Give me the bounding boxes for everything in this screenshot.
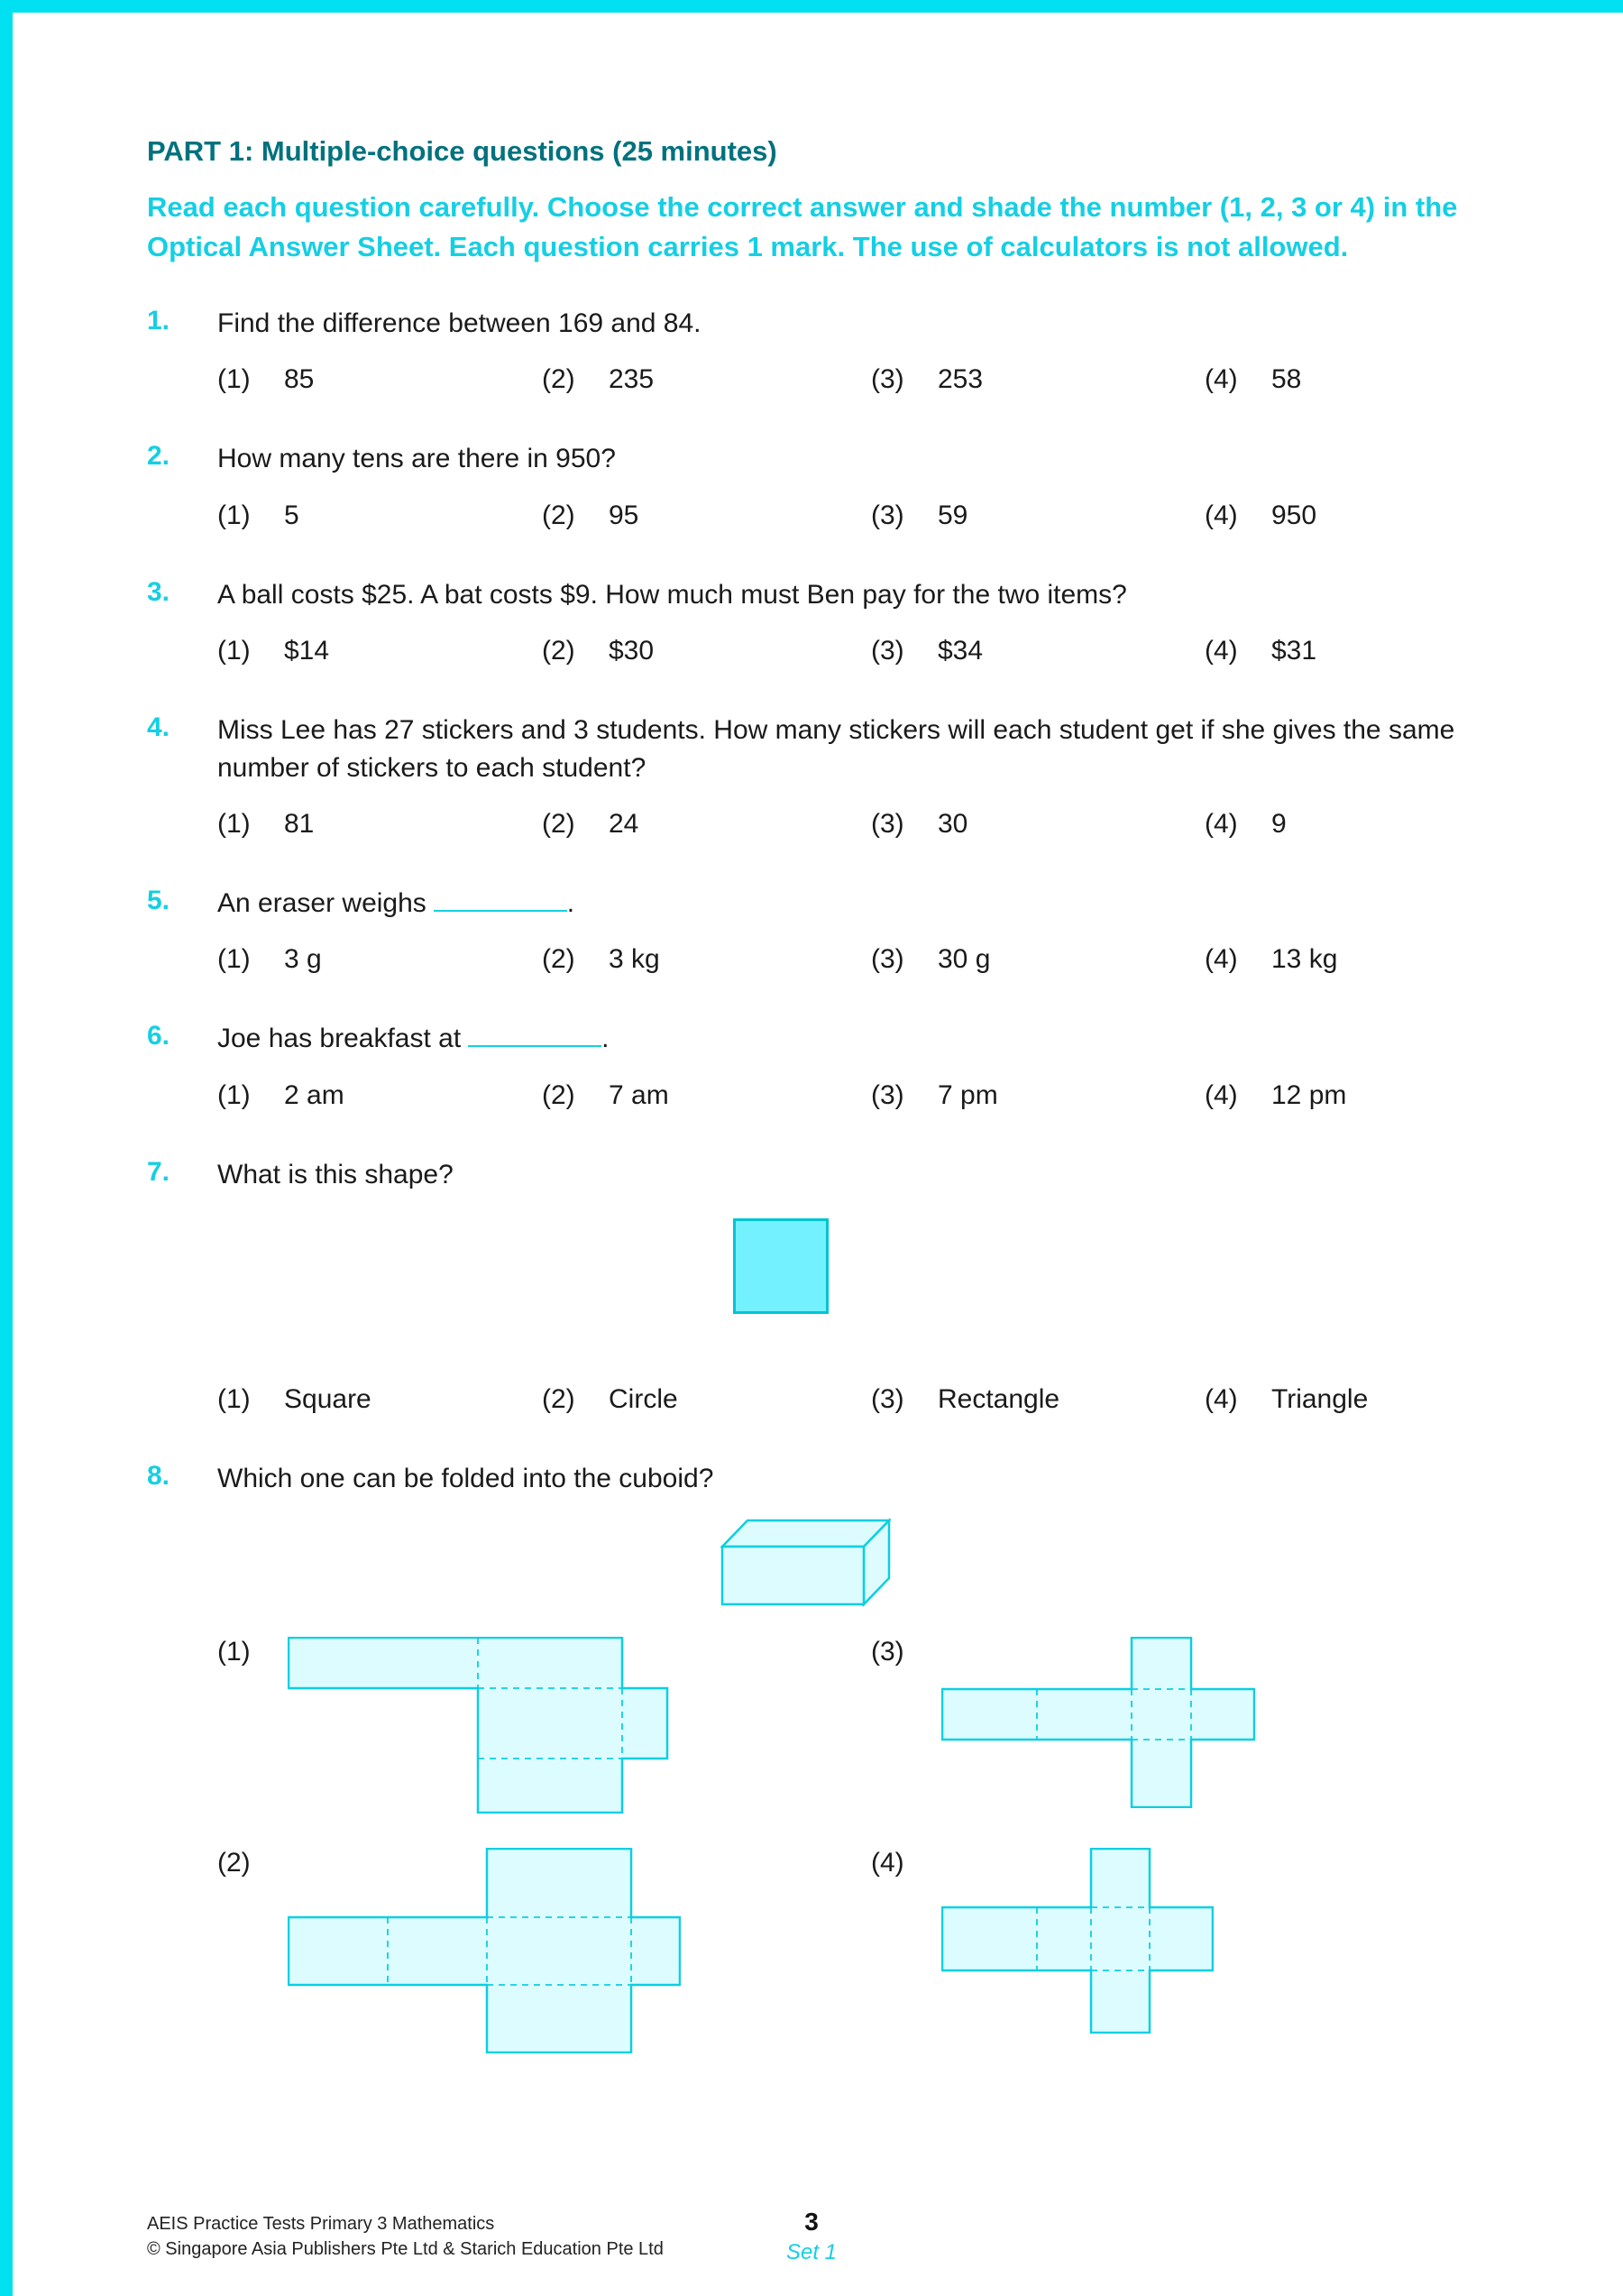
question-text: Miss Lee has 27 stickers and 3 students. How many stickers will each student get if she gives the same number of stickers to each student? — [217, 715, 1455, 783]
options-row — [217, 1384, 1542, 1415]
net-option-4 — [871, 1848, 1542, 2053]
option-label: (1) — [217, 636, 251, 666]
option-1 — [217, 636, 542, 666]
option-4 — [1205, 809, 1542, 840]
question-number: 4. — [147, 712, 170, 743]
question-text: A ball costs $25. A bat costs $9. How much must Ben pay for the two items? — [217, 579, 1127, 610]
question-number: 1. — [147, 306, 170, 336]
option-value: 81 — [284, 808, 315, 839]
page-footer — [147, 2211, 664, 2262]
options-row — [217, 809, 1542, 840]
page-content — [147, 135, 1542, 2099]
option-4 — [1205, 944, 1542, 975]
answer-blank — [434, 910, 567, 912]
question-text — [217, 885, 1542, 922]
square-shape-figure — [733, 1218, 829, 1314]
option-label: (2) — [542, 808, 575, 839]
question-text-part: Joe has breakfast at — [217, 1024, 462, 1054]
option-2 — [542, 364, 871, 395]
option-value: 59 — [938, 500, 968, 530]
net-figure-3 — [941, 1637, 1255, 1808]
option-label: (1) — [217, 808, 251, 839]
set-label: Set 1 — [785, 2240, 838, 2264]
option-4 — [1205, 501, 1542, 531]
option-1 — [217, 364, 542, 395]
question-text: Find the difference between 169 and 84. — [217, 308, 701, 339]
question-number: 5. — [147, 885, 170, 915]
options-row — [217, 501, 1542, 531]
option-value: Circle — [609, 1384, 678, 1415]
option-4 — [1205, 364, 1542, 395]
question-text-part: An eraser weighs — [217, 887, 426, 918]
option-value: $14 — [284, 636, 330, 666]
footer-series-title: AEIS Practice Tests Primary 3 Mathematics — [147, 2214, 495, 2234]
option-2 — [542, 1080, 871, 1111]
option-value: Square — [284, 1384, 371, 1415]
option-value: 5 — [284, 500, 299, 530]
option-label: (2) — [542, 636, 575, 666]
option-1 — [217, 809, 542, 840]
question-number: 2. — [147, 441, 170, 472]
option-label: (3) — [871, 944, 904, 975]
option-value: $31 — [1271, 636, 1317, 666]
option-2 — [542, 636, 871, 666]
question-6 — [147, 1020, 1542, 1110]
options-row — [217, 1080, 1542, 1111]
question-number: 3. — [147, 576, 170, 607]
question-4 — [147, 712, 1542, 840]
option-value: 12 pm — [1271, 1079, 1347, 1110]
option-label: (1) — [217, 1384, 251, 1415]
question-8 — [147, 1460, 1542, 2053]
option-value: 58 — [1271, 364, 1302, 395]
option-label: (3) — [871, 636, 904, 666]
option-label: (1) — [217, 500, 251, 530]
option-value: 30 — [938, 808, 968, 839]
net-option-1 — [217, 1637, 871, 1814]
options-row — [217, 364, 1542, 395]
option-value: 9 — [1271, 808, 1287, 839]
option-4 — [1205, 1384, 1542, 1415]
question-text-suffix: . — [601, 1024, 610, 1054]
cuboid-figure — [720, 1518, 1542, 1608]
option-3 — [871, 809, 1205, 840]
instructions-text: Read each question carefully. Choose the correct answer and shade the number (1, 2, 3 or 4) in the Optical Answer Sheet. Each question carries 1 mark. The use of calculators is not allowed. — [147, 191, 1458, 263]
option-1 — [217, 501, 542, 531]
option-label: (2) — [542, 1384, 575, 1415]
question-2 — [147, 440, 1542, 530]
option-label: (4) — [1205, 1384, 1238, 1415]
option-label: (2) — [542, 364, 575, 395]
options-row — [217, 944, 1542, 975]
option-label: (2) — [542, 500, 575, 530]
option-label: (1) — [217, 944, 251, 975]
page-border-left — [0, 0, 13, 2296]
question-5 — [147, 885, 1542, 975]
option-value: 7 pm — [938, 1079, 998, 1110]
option-4 — [1205, 1080, 1542, 1111]
option-label: (4) — [871, 1847, 904, 1878]
option-value: 3 kg — [609, 944, 660, 975]
page-footer-center — [748, 2208, 875, 2265]
option-value: Triangle — [1271, 1384, 1369, 1415]
option-value: 235 — [609, 364, 655, 395]
option-value: 3 g — [284, 944, 322, 975]
part-title: PART 1: Multiple-choice questions (25 minutes) — [147, 135, 777, 167]
question-text: How many tens are there in 950? — [217, 444, 616, 474]
option-value: 13 kg — [1271, 944, 1338, 975]
option-value: $30 — [609, 636, 655, 666]
net-figure-2 — [288, 1848, 681, 2053]
option-value: 95 — [609, 500, 639, 530]
option-value: 2 am — [284, 1079, 344, 1110]
question-text-suffix: . — [566, 887, 575, 918]
option-label: (3) — [871, 808, 904, 839]
net-option-3 — [871, 1637, 1542, 1814]
option-label: (1) — [217, 1636, 251, 1667]
page-border-top — [0, 0, 1623, 13]
option-label: (1) — [217, 364, 251, 395]
question-text: What is this shape? — [217, 1159, 454, 1189]
net-figure-4 — [941, 1848, 1214, 2034]
option-value: 30 g — [938, 944, 991, 975]
option-value: 7 am — [609, 1079, 669, 1110]
option-label: (4) — [1205, 808, 1238, 839]
option-label: (3) — [871, 364, 904, 395]
question-text — [217, 1020, 1542, 1057]
option-value: $34 — [938, 636, 984, 666]
option-label: (3) — [871, 500, 904, 530]
option-1 — [217, 1384, 542, 1415]
option-3 — [871, 944, 1205, 975]
option-2 — [542, 1384, 871, 1415]
option-3 — [871, 1080, 1205, 1111]
question-1 — [147, 305, 1542, 395]
option-label: (4) — [1205, 364, 1238, 395]
option-3 — [871, 364, 1205, 395]
question-3 — [147, 576, 1542, 666]
option-4 — [1205, 636, 1542, 666]
option-label: (2) — [542, 944, 575, 975]
options-row — [217, 636, 1542, 666]
footer-copyright: © Singapore Asia Publishers Pte Ltd & Starich Education Pte Ltd — [147, 2239, 664, 2259]
option-3 — [871, 501, 1205, 531]
net-figure-1 — [288, 1637, 670, 1814]
option-1 — [217, 1080, 542, 1111]
option-value: 253 — [938, 364, 984, 395]
question-number: 8. — [147, 1461, 170, 1492]
option-2 — [542, 501, 871, 531]
option-value: Rectangle — [938, 1384, 1060, 1415]
option-label: (3) — [871, 1384, 904, 1415]
option-2 — [542, 809, 871, 840]
question-text: Which one can be folded into the cuboid? — [217, 1464, 714, 1494]
option-2 — [542, 944, 871, 975]
question-7 — [147, 1156, 1542, 1415]
question-number: 6. — [147, 1021, 170, 1052]
option-label: (4) — [1205, 636, 1238, 666]
question-number: 7. — [147, 1156, 170, 1187]
option-3 — [871, 1384, 1205, 1415]
option-value: 85 — [284, 364, 315, 395]
net-options-grid — [217, 1637, 1542, 2053]
page-number: 3 — [804, 2208, 819, 2236]
option-1 — [217, 944, 542, 975]
option-value: 950 — [1271, 500, 1317, 530]
option-label: (4) — [1205, 1079, 1238, 1110]
option-label: (2) — [217, 1847, 251, 1878]
option-label: (3) — [871, 1079, 904, 1110]
option-value: 24 — [609, 808, 639, 839]
option-label: (1) — [217, 1079, 251, 1110]
option-3 — [871, 636, 1205, 666]
net-option-2 — [217, 1848, 871, 2053]
option-label: (2) — [542, 1079, 575, 1110]
option-label: (4) — [1205, 944, 1238, 975]
answer-blank — [468, 1045, 601, 1047]
option-label: (3) — [871, 1636, 904, 1667]
option-label: (4) — [1205, 500, 1238, 530]
